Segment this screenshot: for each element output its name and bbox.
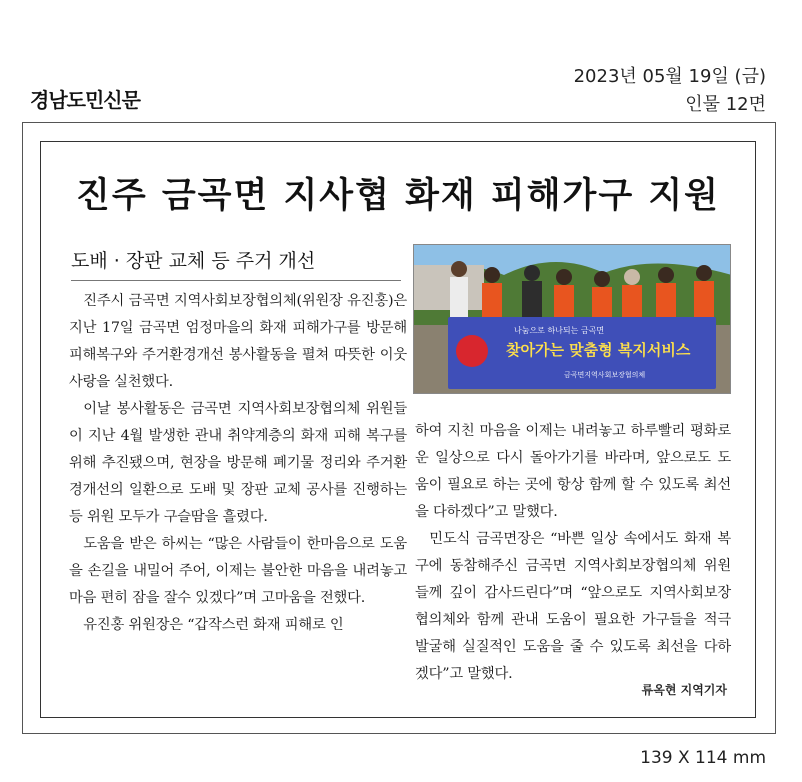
- banner-heart-icon: [456, 335, 488, 367]
- article-paragraph: 도움을 받은 하씨는 “많은 사람들이 한마음으로 도움을 손길을 내밀어 주어, 이제는 불안한 마음을 내려놓고 마음 편히 잠을 잘수 있겠다”며 고마움을 전했다.: [69, 536, 407, 606]
- clipping-size: 139 X 114 mm: [640, 748, 766, 768]
- article-box: [40, 141, 756, 718]
- banner-sub-text: 금곡면지역사회보장협의체: [564, 371, 646, 379]
- article-photo: [413, 244, 731, 394]
- photo-house: [414, 265, 484, 310]
- banner-main-text: 찾아가는 맞춤형 복지서비스: [506, 341, 691, 359]
- article-byline: 류옥현 지역기자: [641, 683, 727, 697]
- article-column-left: [69, 288, 407, 639]
- article-paragraph: 유진홍 위원장은 “갑작스런 화재 피해로 인: [83, 617, 344, 633]
- newspaper-name: 경남도민신문: [30, 88, 140, 112]
- page-section: 인물 12면: [685, 94, 766, 115]
- article-column-right: [415, 418, 731, 688]
- article-paragraph: 진주시 금곡면 지역사회보장협의체(위원장 유진홍)은 지난 17일 금곡면 엄정마을의 화재 피해가구를 방문해 피해복구와 주거환경개선 봉사활동을 펼쳐 따뜻한 이웃사랑을 실천했다.: [69, 293, 407, 390]
- volunteers-photo-illustration: [414, 245, 731, 394]
- banner-top-text: 나눔으로 하나되는 금곡면: [514, 326, 605, 335]
- subheadline-divider: [71, 280, 401, 281]
- article-paragraph: 이날 봉사활동은 금곡면 지역사회보장협의체 위원들이 지난 4월 발생한 관내 취약계층의 화재 피해 복구를 위해 추진됐으며, 현장을 방문해 폐기물 정리와 주거환경개선의 일환으로 도배 및 장판 교체 공사를 진행하는 등 위원 모두가 구슬땀을 흘렸다.: [69, 401, 407, 525]
- article-headline: 진주 금곡면 지사협 화재 피해가구 지원: [76, 175, 720, 216]
- article-paragraph: 민도식 금곡면장은 “바쁜 일상 속에서도 화재 복구에 동참해주신 금곡면 지역사회보장협의체 위원들께 깊이 감사드린다”며 “앞으로도 지역사회보장협의체와 함께 관내 도움이 필요한 가구들을 적극 발굴해 실질적인 도움을 줄 수 있도록 최선을 다하겠다”고 말했다.: [415, 531, 731, 682]
- article-subheadline: 도배 · 장판 교체 등 주거 개선: [71, 250, 316, 272]
- publication-date: 2023년 05월 19일 (금): [573, 66, 766, 87]
- article-paragraph: 하여 지친 마음을 이제는 내려놓고 하루빨리 평화로운 일상으로 다시 돌아가기를 바라며, 앞으로도 도움이 필요로 하는 곳에 항상 함께 할 수 있도록 최선을 다하겠다”고 말했다.: [415, 423, 731, 520]
